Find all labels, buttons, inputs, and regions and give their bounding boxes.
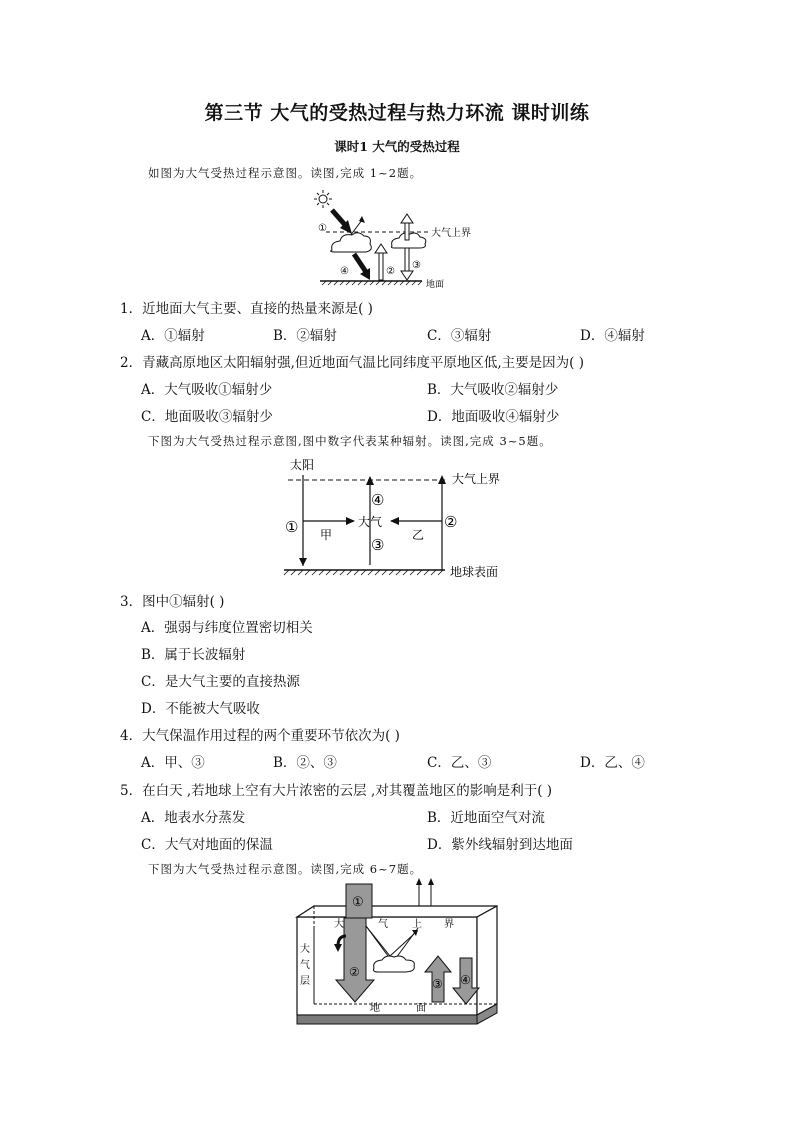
sun-icon (314, 190, 332, 208)
fig3-side-qi: 气 (300, 960, 310, 971)
fig1-label-4: ④ (340, 266, 349, 277)
q2-option-c[interactable]: C．地面吸收③辐射少 (141, 409, 273, 425)
fig2-label-2: ② (444, 513, 458, 531)
figure-1-diagram (310, 188, 471, 290)
fig2-label-3: ③ (371, 536, 385, 554)
q5-option-d[interactable]: D．紫外线辐射到达地面 (427, 837, 573, 853)
q2-option-b[interactable]: B．大气吸收②辐射少 (427, 382, 559, 398)
q1-option-b[interactable]: B．②辐射 (273, 328, 337, 344)
fig1-label-2: ② (386, 266, 395, 277)
lesson-subtitle: 课时1 大气的受热过程 (334, 139, 460, 154)
q4-option-b[interactable]: B．②、③ (273, 755, 337, 771)
q4-option-a[interactable]: A．甲、③ (141, 755, 205, 771)
q4-option-d[interactable]: D．乙、④ (580, 755, 645, 771)
fig1-label-3: ③ (412, 260, 421, 271)
fig2-atmosphere-label: 大气 (358, 515, 383, 529)
q1-option-c[interactable]: C．③辐射 (427, 328, 492, 344)
fig3-ground-di: 地 (370, 1003, 380, 1014)
q2-option-d[interactable]: D．地面吸收④辐射少 (427, 409, 560, 425)
question-1: 1．近地面大气主要、直接的热量来源是( ) (120, 301, 373, 317)
question-2: 2．青藏高原地区太阳辐射强,但近地面气温比同纬度平原地区低,主要是因为( ) (120, 355, 584, 371)
cloud-icon (331, 233, 372, 252)
question-5: 5．在白天 ,若地球上空有大片浓密的云层 ,对其覆盖地区的影响是利于( ) (120, 783, 553, 799)
intro-2: 下图为大气受热过程示意图,图中数字代表某种辐射。读图,完成 3~5题。 (148, 434, 552, 448)
fig3-top-shang: 上 (412, 919, 422, 930)
q5-option-c[interactable]: C．大气对地面的保温 (141, 837, 273, 853)
fig3-side-da: 大 (300, 944, 310, 955)
fig3-top-qi: 气 (378, 919, 388, 930)
fig1-ground-label: 地面 (426, 280, 445, 290)
fig2-sun-label: 太阳 (290, 458, 315, 472)
fig2-label-jia: 甲 (320, 528, 333, 542)
fig3-label-3: ③ (432, 977, 443, 991)
fig3-label-4: ④ (460, 973, 471, 987)
q3-option-d[interactable]: D．不能被大气吸收 (141, 701, 260, 717)
fig1-top-label: 大气上界 (431, 228, 471, 239)
intro-1: 如图为大气受热过程示意图。读图,完成 1~2题。 (148, 166, 423, 180)
fig2-surface-label: 地球表面 (450, 565, 499, 579)
question-3: 3．图中①辐射( ) (120, 594, 225, 610)
figure-3-diagram (294, 880, 504, 1032)
fig3-top-da: 大 (334, 919, 344, 930)
q5-option-a[interactable]: A．地表水分蒸发 (141, 810, 246, 826)
q5-option-b[interactable]: B．近地面空气对流 (427, 810, 545, 826)
q2-option-a[interactable]: A．大气吸收①辐射少 (141, 382, 273, 398)
q4-option-c[interactable]: C．乙、③ (427, 755, 492, 771)
fig3-top-jie: 界 (444, 919, 454, 930)
q3-option-b[interactable]: B．属于长波辐射 (141, 647, 246, 663)
q1-option-d[interactable]: D．④辐射 (580, 328, 645, 344)
q3-option-a[interactable]: A．强弱与纬度位置密切相关 (141, 620, 313, 636)
fig2-label-4: ④ (371, 491, 385, 509)
q1-option-a[interactable]: A．①辐射 (141, 328, 205, 344)
fig3-ground-mian: 面 (416, 1003, 426, 1014)
fig3-label-2: ② (349, 965, 360, 979)
question-4: 4．大气保温作用过程的两个重要环节依次为( ) (120, 728, 400, 744)
figure-2-diagram (280, 455, 520, 583)
fig3-label-1: ① (352, 895, 364, 910)
fig2-label-1: ① (285, 518, 299, 536)
q3-option-c[interactable]: C．是大气主要的直接热源 (141, 674, 300, 690)
page-title: 第三节 大气的受热过程与热力环流 课时训练 (204, 102, 590, 124)
fig2-top-label: 大气上界 (452, 472, 501, 486)
fig3-side-ceng: 层 (300, 976, 310, 987)
intro-3: 下图为大气受热过程示意图。读图,完成 6~7题。 (148, 862, 423, 876)
fig2-label-yi: 乙 (412, 528, 425, 542)
fig1-label-1: ① (318, 223, 327, 234)
